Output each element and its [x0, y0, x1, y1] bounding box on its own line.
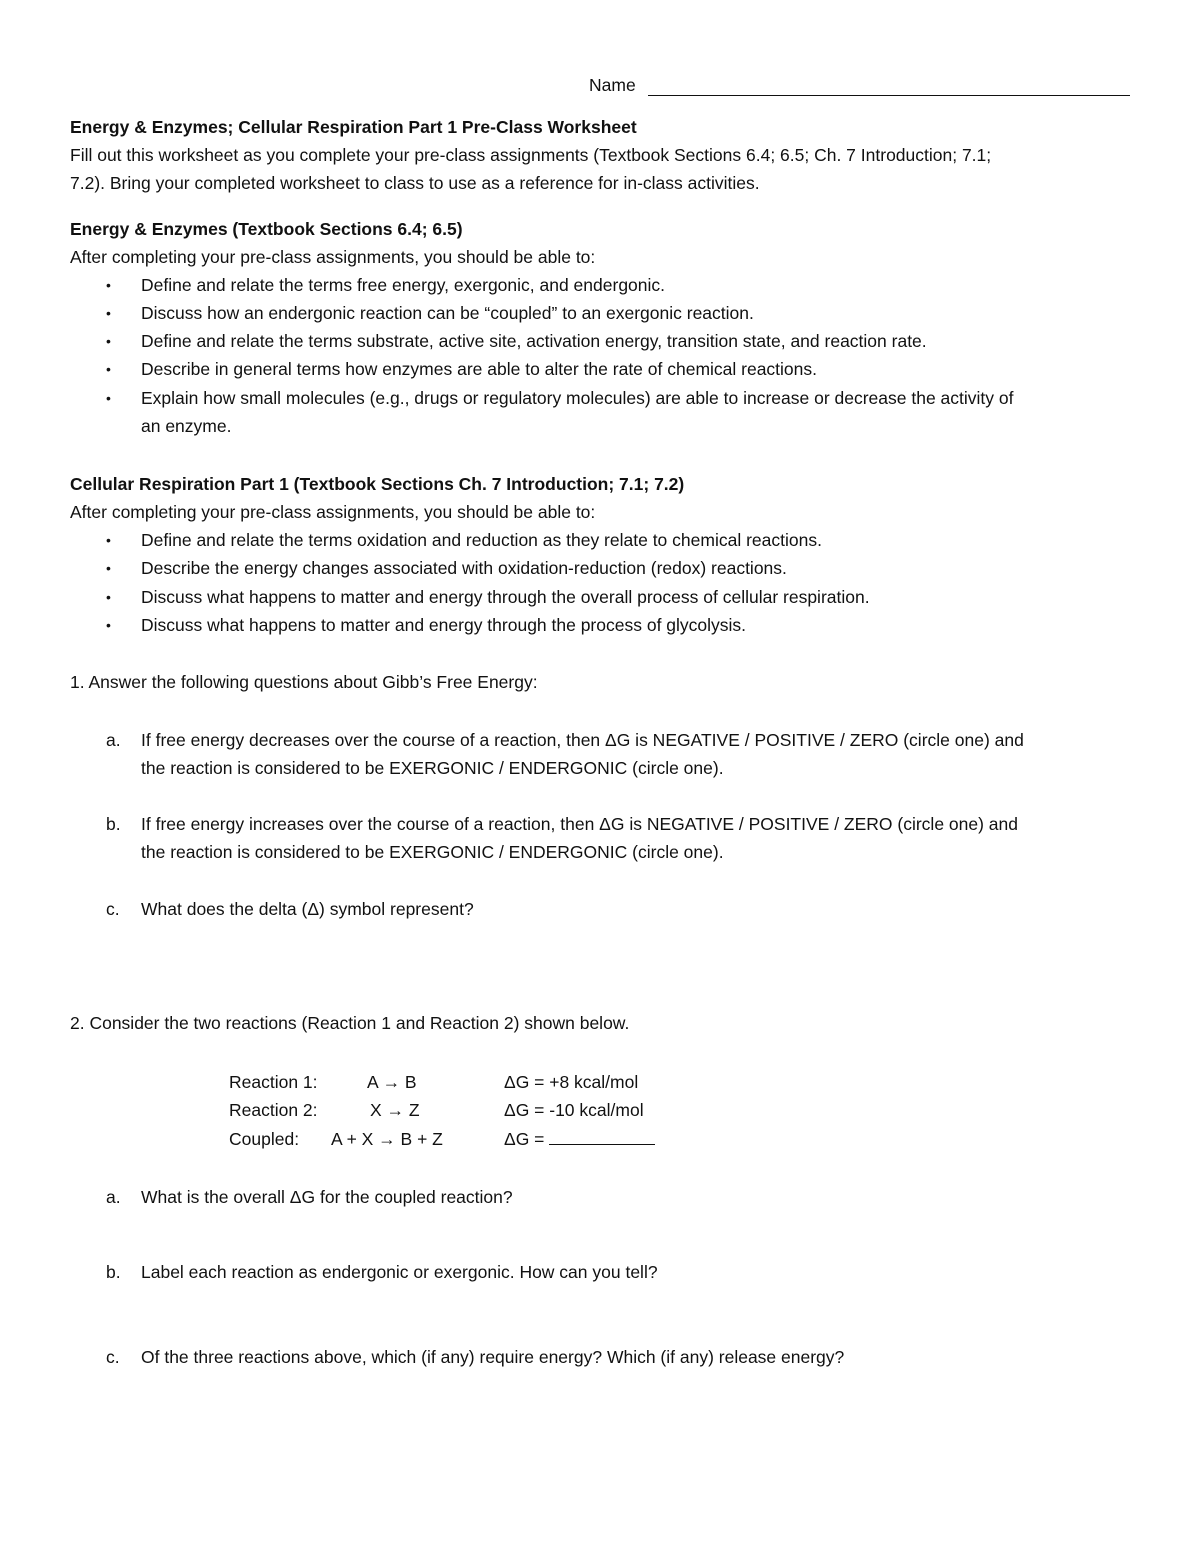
worksheet-title: Energy & Enzymes; Cellular Respiration Part 1 Pre-Class Worksheet	[70, 117, 637, 137]
section2-heading: Cellular Respiration Part 1 (Textbook Sections Ch. 7 Introduction; 7.1; 7.2)	[70, 474, 685, 494]
section1-objective-1: Define and relate the terms free energy, exergonic, and endergonic.	[141, 275, 666, 295]
question-1a-label: a.	[106, 730, 121, 750]
section2-objective-4: Discuss what happens to matter and energy through the process of glycolysis.	[141, 615, 747, 635]
question-1a-line-1: If free energy decreases over the course of a reaction, then ΔG is NEGATIVE / POSITIVE / ZERO (circle one) and	[141, 730, 1024, 750]
intro-line-2: 7.2). Bring your completed worksheet to class to use as a reference for in-class activities.	[70, 173, 760, 193]
question-2a-text: What is the overall ΔG for the coupled reaction?	[141, 1187, 513, 1207]
bullet-icon: •	[106, 277, 111, 293]
question-1b-label: b.	[106, 814, 121, 834]
question-1b-line-1: If free energy increases over the course of a reaction, then ΔG is NEGATIVE / POSITIVE / ZERO (circle one) and	[141, 814, 1018, 834]
name-blank-line[interactable]	[648, 95, 1130, 96]
question-2c-label: c.	[106, 1347, 120, 1367]
question-1c-label: c.	[106, 899, 120, 919]
question-2a-label: a.	[106, 1187, 121, 1207]
section1-objective-5-cont: an enzyme.	[141, 416, 232, 436]
intro-line-1: Fill out this worksheet as you complete your pre-class assignments (Textbook Sections 6.4; 6.5; Ch. 7 Introduction; 7.1;	[70, 145, 992, 165]
bullet-icon: •	[106, 589, 111, 605]
coupled-reaction-equation: A + X → B + Z	[331, 1129, 443, 1149]
question-2-prompt: 2. Consider the two reactions (Reaction 1 and Reaction 2) shown below.	[70, 1013, 630, 1033]
section1-lead: After completing your pre-class assignments, you should be able to:	[70, 247, 596, 267]
section1-objective-5: Explain how small molecules (e.g., drugs or regulatory molecules) are able to increase or decrease the activity of	[141, 388, 1014, 408]
reaction-1-delta-g: ΔG = +8 kcal/mol	[504, 1072, 639, 1092]
question-2c-text: Of the three reactions above, which (if any) require energy? Which (if any) release energy?	[141, 1347, 845, 1367]
question-1-prompt: 1. Answer the following questions about Gibb’s Free Energy:	[70, 672, 538, 692]
bullet-icon: •	[106, 390, 111, 406]
section2-lead: After completing your pre-class assignments, you should be able to:	[70, 502, 596, 522]
bullet-icon: •	[106, 532, 111, 548]
question-1b-line-2: the reaction is considered to be EXERGONIC / ENDERGONIC (circle one).	[141, 842, 724, 862]
coupled-delta-g-blank[interactable]	[549, 1130, 655, 1145]
name-label: Name	[589, 75, 636, 95]
question-1a-line-2: the reaction is considered to be EXERGONIC / ENDERGONIC (circle one).	[141, 758, 724, 778]
bullet-icon: •	[106, 361, 111, 377]
bullet-icon: •	[106, 617, 111, 633]
question-1c-text: What does the delta (Δ) symbol represent?	[141, 899, 474, 919]
reaction-1-equation: A → B	[367, 1072, 417, 1092]
coupled-reaction-delta-g	[504, 1128, 655, 1150]
section1-heading: Energy & Enzymes (Textbook Sections 6.4; 6.5)	[70, 219, 463, 239]
section1-objective-4: Describe in general terms how enzymes are able to alter the rate of chemical reactions.	[141, 359, 818, 379]
coupled-reaction-label: Coupled:	[229, 1129, 300, 1149]
section2-objective-2: Describe the energy changes associated with oxidation-reduction (redox) reactions.	[141, 558, 787, 578]
section1-objective-2: Discuss how an endergonic reaction can be “coupled” to an exergonic reaction.	[141, 303, 754, 323]
question-2b-text: Label each reaction as endergonic or exergonic. How can you tell?	[141, 1262, 658, 1282]
bullet-icon: •	[106, 560, 111, 576]
section2-objective-3: Discuss what happens to matter and energy through the overall process of cellular respiration.	[141, 587, 870, 607]
question-2b-label: b.	[106, 1262, 121, 1282]
bullet-icon: •	[106, 305, 111, 321]
reaction-2-delta-g: ΔG = -10 kcal/mol	[504, 1100, 644, 1120]
reaction-2-label: Reaction 2:	[229, 1100, 318, 1120]
reaction-1-label: Reaction 1:	[229, 1072, 318, 1092]
coupled-delta-g-label: ΔG =	[504, 1129, 550, 1149]
section2-objective-1: Define and relate the terms oxidation and reduction as they relate to chemical reactions.	[141, 530, 822, 550]
bullet-icon: •	[106, 333, 111, 349]
reaction-2-equation: X → Z	[370, 1100, 420, 1120]
section1-objective-3: Define and relate the terms substrate, active site, activation energy, transition state, and reaction rate.	[141, 331, 927, 351]
